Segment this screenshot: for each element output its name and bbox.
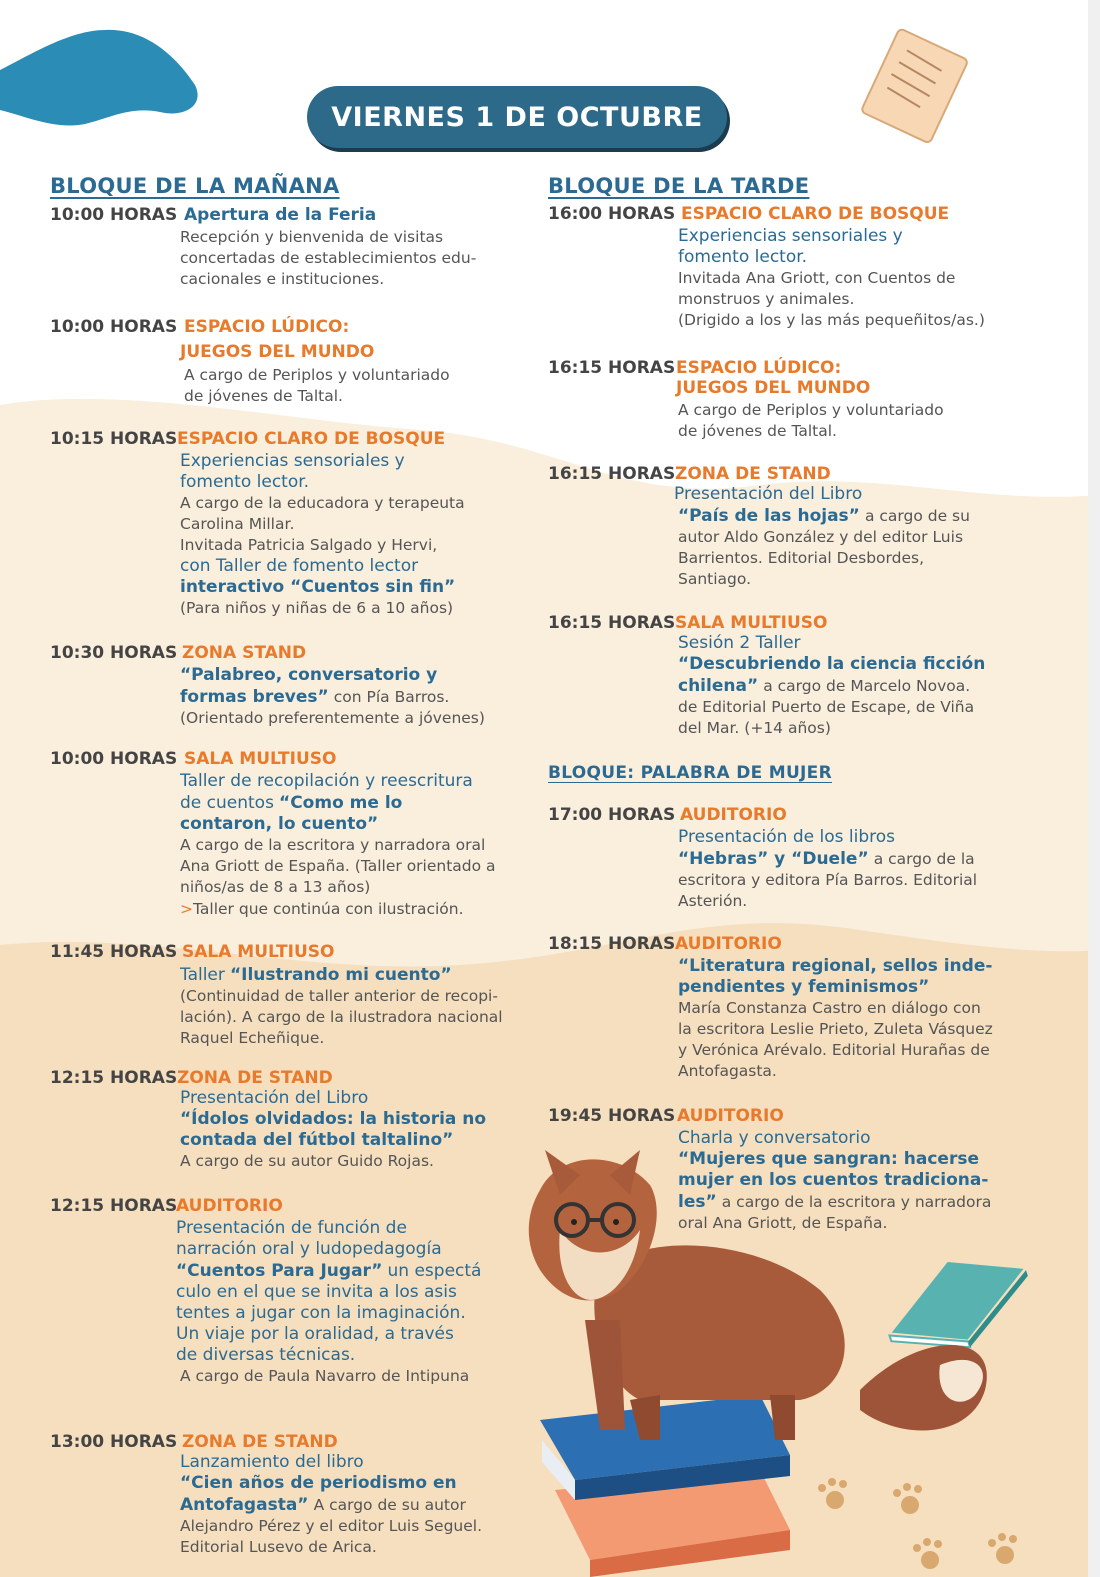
event-place: ESPACIO CLARO DE BOSQUE (177, 429, 446, 449)
morning-event (50, 429, 530, 624)
event-line: de cuentos (180, 793, 274, 813)
event-line: a cargo de Marcelo Novoa. (763, 677, 971, 695)
morning-event (50, 1432, 530, 1572)
women-block-heading: BLOQUE: PALABRA DE MUJER (548, 763, 832, 783)
event-line: Taller (180, 965, 225, 985)
event-time: 10:00 HORAS (50, 749, 178, 769)
event-line: formas breves” (180, 687, 329, 707)
event-line: (Para niños y niñas de 6 a 10 años) (180, 599, 454, 617)
event-line: A cargo de Periplos y voluntariado (184, 366, 450, 384)
event-place-line2: JUEGOS DEL MUNDO (676, 378, 871, 398)
event-line: lación). A cargo de la ilustradora nacional (180, 1008, 503, 1026)
morning-event (50, 317, 530, 409)
event-line: narración oral y ludopedagogía (176, 1239, 442, 1259)
event-time: 16:00 HORAS (548, 204, 676, 224)
event-place: SALA MULTIUSO (182, 942, 335, 962)
event-line: autor Aldo González y del editor Luis (678, 528, 964, 546)
arrow-marker: > (180, 900, 193, 918)
event-line: Editorial Lusevo de Arica. (180, 1538, 377, 1556)
event-line: cacionales e instituciones. (180, 270, 385, 288)
event-line: Taller que continúa con ilustración. (193, 900, 464, 918)
event-place: ZONA DE STAND (182, 1432, 338, 1452)
event-line: Presentación de los libros (678, 827, 895, 847)
event-line: y Verónica Arévalo. Editorial Hurañas de (678, 1041, 990, 1059)
afternoon-event (548, 204, 1028, 339)
event-line: concertadas de establecimientos edu- (180, 249, 477, 267)
event-line: Alejandro Pérez y el editor Luis Seguel. (180, 1517, 483, 1535)
event-line: Taller de recopilación y reescritura (180, 771, 473, 791)
event-line: con Taller de fomento lector (180, 556, 419, 576)
event-line: fomento lector. (180, 472, 310, 492)
blue-splash-shape (0, 30, 198, 126)
event-line: “Palabreo, conversatorio y (180, 665, 438, 685)
afternoon-event (548, 1106, 1028, 1246)
event-line: “Como me lo (279, 793, 403, 813)
event-line: chilena” (678, 676, 759, 696)
event-line: A cargo de su autor Guido Rojas. (180, 1152, 434, 1170)
event-line: A cargo de Periplos y voluntariado (678, 401, 944, 419)
event-line: Lanzamiento del libro (180, 1452, 364, 1472)
event-place: AUDITORIO (675, 934, 782, 954)
event-place: ESPACIO LÚDICO: (184, 317, 350, 337)
morning-event (50, 1196, 530, 1396)
event-line: (Orientado preferentemente a jóvenes) (180, 709, 485, 727)
event-time: 10:00 HORAS (50, 317, 178, 337)
event-line: de Editorial Puerto de Escape, de Viña (678, 698, 975, 716)
event-line: Presentación del Libro (180, 1088, 369, 1108)
event-time: 10:30 HORAS (50, 643, 178, 663)
afternoon-event (548, 613, 1028, 748)
event-line: contada del fútbol taltalino” (180, 1130, 454, 1150)
event-line: “Cuentos Para Jugar” (176, 1261, 383, 1281)
event-line: del Mar. (+14 años) (678, 719, 831, 737)
event-line: pendientes y feminismos” (678, 977, 930, 997)
event-time: 13:00 HORAS (50, 1432, 178, 1452)
paper-note-icon (861, 28, 969, 143)
event-line: contaron, lo cuento” (180, 814, 379, 834)
event-line: “Ídolos olvidados: la historia no (180, 1109, 487, 1129)
event-line: “Literatura regional, sellos inde- (678, 956, 993, 976)
event-place: AUDITORIO (677, 1106, 784, 1126)
event-place: ZONA STAND (182, 643, 307, 663)
event-time: 17:00 HORAS (548, 805, 676, 825)
morning-event (50, 942, 530, 1057)
event-line: (Continuidad de taller anterior de recopi- (180, 987, 498, 1005)
event-line: Ana Griott de España. (Taller orientado a (180, 857, 496, 875)
event-time: 12:15 HORAS (50, 1068, 178, 1088)
event-line: de jóvenes de Taltal. (184, 387, 343, 405)
event-place: Apertura de la Feria (184, 205, 377, 225)
event-time: 10:00 HORAS (50, 205, 178, 225)
event-line: tentes a jugar con la imaginación. (176, 1303, 466, 1323)
event-line: culo en el que se invita a los asis (176, 1282, 457, 1302)
event-time: 10:15 HORAS (50, 429, 178, 449)
event-line: monstruos y animales. (678, 290, 855, 308)
event-line: Antofagasta. (678, 1062, 777, 1080)
afternoon-event (548, 464, 1028, 599)
event-place-line2: JUEGOS DEL MUNDO (180, 342, 375, 362)
event-place: AUDITORIO (176, 1196, 283, 1216)
morning-event (50, 643, 530, 733)
event-line: Experiencias sensoriales y (678, 226, 903, 246)
event-time: 11:45 HORAS (50, 942, 178, 962)
morning-event (50, 1068, 530, 1180)
event-line: les” (678, 1192, 717, 1212)
event-time: 16:15 HORAS (548, 613, 676, 633)
event-line: a cargo de la (873, 850, 975, 868)
event-place: SALA MULTIUSO (675, 613, 828, 633)
event-place: ESPACIO CLARO DE BOSQUE (681, 204, 950, 224)
event-line: “Cien años de periodismo en (180, 1473, 457, 1493)
event-line: Presentación del Libro (674, 484, 863, 504)
afternoon-event (548, 358, 1028, 450)
event-line: “Descubriendo la ciencia ficción (678, 654, 986, 674)
event-line: Santiago. (678, 570, 752, 588)
event-line: Invitada Patricia Salgado y Hervi, (180, 536, 438, 554)
event-line: María Constanza Castro en diálogo con (678, 999, 981, 1017)
event-line: Carolina Millar. (180, 515, 295, 533)
event-line: “Ilustrando mi cuento” (229, 965, 452, 985)
event-time: 12:15 HORAS (50, 1196, 178, 1216)
event-line: Sesión 2 Taller (678, 633, 801, 653)
date-title: VIERNES 1 DE OCTUBRE (331, 101, 703, 133)
event-time: 16:15 HORAS (548, 358, 676, 378)
event-place: SALA MULTIUSO (184, 749, 337, 769)
event-line: A cargo de Paula Navarro de Intipuna (180, 1367, 470, 1385)
event-line: Un viaje por la oralidad, a través (176, 1324, 454, 1344)
event-line: Recepción y bienvenida de visitas (180, 228, 444, 246)
event-line: A cargo de la educadora y terapeuta (180, 494, 465, 512)
event-line: a cargo de la escritora y narradora (721, 1193, 992, 1211)
event-time: 16:15 HORAS (548, 464, 676, 484)
date-banner (307, 86, 727, 148)
event-line: de jóvenes de Taltal. (678, 422, 837, 440)
event-line: Experiencias sensoriales y (180, 451, 405, 471)
event-line: la escritora Leslie Prieto, Zuleta Vásquez (678, 1020, 993, 1038)
event-line: Barrientos. Editorial Desbordes, (678, 549, 925, 567)
event-line: niños/as de 8 a 13 años) (180, 878, 371, 896)
morning-event (50, 749, 530, 929)
event-line: fomento lector. (678, 247, 808, 267)
event-line: (Drigido a los y las más pequeñitos/as.) (678, 311, 985, 329)
event-line: con Pía Barros. (333, 688, 450, 706)
event-line: Charla y conversatorio (678, 1128, 871, 1148)
event-line: “Mujeres que sangran: hacerse (678, 1149, 979, 1169)
event-line: oral Ana Griott, de España. (678, 1214, 888, 1232)
event-line: Raquel Echeñique. (180, 1029, 325, 1047)
event-time: 18:15 HORAS (548, 934, 676, 954)
event-line: escritora y editora Pía Barros. Editorial (678, 871, 978, 889)
event-time: 19:45 HORAS (548, 1106, 676, 1126)
afternoon-heading: BLOQUE DE LA TARDE (548, 174, 810, 198)
event-line: a cargo de su (864, 507, 970, 525)
event-line: A cargo de la escritora y narradora oral (180, 836, 486, 854)
event-line: Asterión. (678, 892, 748, 910)
morning-heading: BLOQUE DE LA MAÑANA (50, 174, 340, 198)
event-line: A cargo de su autor (313, 1496, 466, 1514)
morning-event (50, 205, 530, 295)
event-place: AUDITORIO (680, 805, 787, 825)
event-place: ZONA DE STAND (675, 464, 831, 484)
event-line: “Hebras” y “Duele” (678, 849, 869, 869)
event-line: un espectá (387, 1261, 482, 1281)
event-line: interactivo “Cuentos sin fin” (180, 577, 456, 597)
event-line: Antofagasta” (180, 1495, 309, 1515)
afternoon-event (548, 934, 1028, 1089)
event-line: de diversas técnicas. (176, 1345, 356, 1365)
event-place: ZONA DE STAND (177, 1068, 333, 1088)
afternoon-event (548, 805, 1028, 917)
event-line: “País de las hojas” (678, 506, 860, 526)
event-line: Invitada Ana Griott, con Cuentos de (678, 269, 956, 287)
event-line: Presentación de función de (176, 1218, 407, 1238)
event-place: ESPACIO LÚDICO: (676, 358, 842, 378)
event-line: mujer en los cuentos tradiciona- (678, 1170, 989, 1190)
